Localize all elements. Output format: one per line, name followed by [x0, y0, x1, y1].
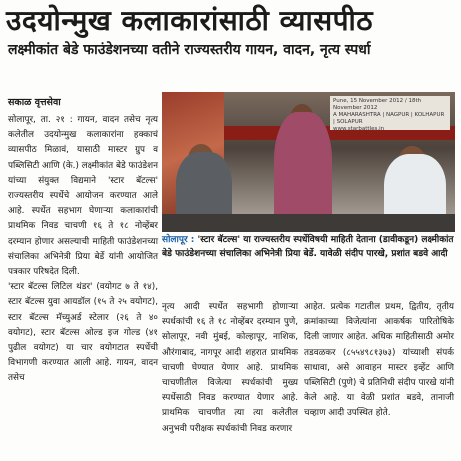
article-column-2: नृत्य आदी स्पर्धेत सहभागी होणाऱ्या स्पर्धकांची १६ ते १८ नोव्हेंबर दरम्यान पुणे, सोलापूर, नवी मुंबई, कोल्हापूर, नाशिक, औरंगाबाद, नागपूर आदी शहरात प्राथमिक चाचणी घेण्यात येणार आहे. प्राथमिक चाचणीतील विजेत्या स्पर्धकांची मुख्य स्पर्धेसाठी निवड करण्यात येणार आहे. प्राथमिक चाचणीत त्या त्या कलेतील अनुभवी परीक्षक स्पर्धकांची निवड करणार [162, 302, 298, 434]
article-column-1: सोलापूर, ता. २१ : गायन, वादन तसेच नृत्य कलेतील उदयोन्मुख कलाकारांना हक्काचं व्यासपीठ मिळावं, यासाठी मास्टर ग्रुप व पब्लिसिटी आणि (के.) लक्ष्मीकांत बेडे फाउंडेशन यांच्या संयुक्त विद्यमाने 'स्टार बॅटल्स' राज्यस्तरीय स्पर्धेचे आयोजन करण्यात आले आहे. स्पर्धेत सहभाग घेणाऱ्या कलाकारांची प्राथमिक निवड चाचणी १६ ते १८ नोव्हेंबर दरम्यान होणार असल्याची माहिती फाउंडेशनच्या संचालिका अभिनेत्री प्रिया बेर्डे यांनी आयोजित पत्रकार परिषदेत दिली. 'स्टार बॅटल्स लिटिल थंडर' (वयोगट ७ ते १४), स्टार बॅटल्स युवा आयडॉल (१५ ते २५ वयोगट), स्टार बॅटल्स मॅच्युअर्ड स्टेलार (२६ ते ४० वयोगट), स्टार बॅटल्स ओल्ड इज गोल्ड (४१ पुढील वयोगट) या चार वयोगटात स्पर्धेची विभागणी करण्यात आली आहे. गायन, वादन तसेच [8, 115, 158, 384]
press-table [162, 214, 455, 232]
event-banner: Pune, 15 November 2012 / 18th November 2012 A MAHARASHTRA | NAGPUR | KOLHAPUR | SOLAPUR www.starbattles.in [330, 96, 450, 130]
headline: उदयोन्मुख कलाकारांसाठी व्यासपीठ [6, 4, 374, 37]
caption-text: 'स्टार बॅटल्स' या राज्यस्तरीय स्पर्धेविषयी माहिती देताना (डावीकडून) लक्ष्मीकांत बेडे फाउंडेशनच्या संचालिका अभिनेत्री प्रिया बेर्डे. यावेळी संदीप पारखे, प्रशांत बडवे आदी [162, 235, 454, 259]
press-conference-photo [162, 92, 455, 232]
photo-caption [162, 233, 455, 261]
subheadline: लक्ष्मीकांत बेडे फाउंडेशनच्या वतीने राज्यस्तरीय गायन, वादन, नृत्य स्पर्धा [8, 42, 371, 58]
caption-place: सोलापूर : [162, 235, 195, 245]
article-column-3: आहेत. प्रत्येक गटातील प्रथम, द्वितीय, तृतीय क्रमांकाच्या विजेत्यांना आकर्षक पारितोषिके दिली जाणार आहेत. अधिक माहितीसाठी अमोर तडवळकर (८५५४९८१३७३) यांच्याशी संपर्क साधावा, असे आवाहन मास्टर इव्हेंट आणि पब्लिसिटी (पुणे) चे प्रतिनिधी संदीप पारखे यांनी केले आहे. या वेळी प्रशांत बडवे, तानाजी चव्हाण आदी उपस्थित होते. [304, 302, 454, 419]
byline: सकाळ वृत्तसेवा [8, 97, 61, 108]
